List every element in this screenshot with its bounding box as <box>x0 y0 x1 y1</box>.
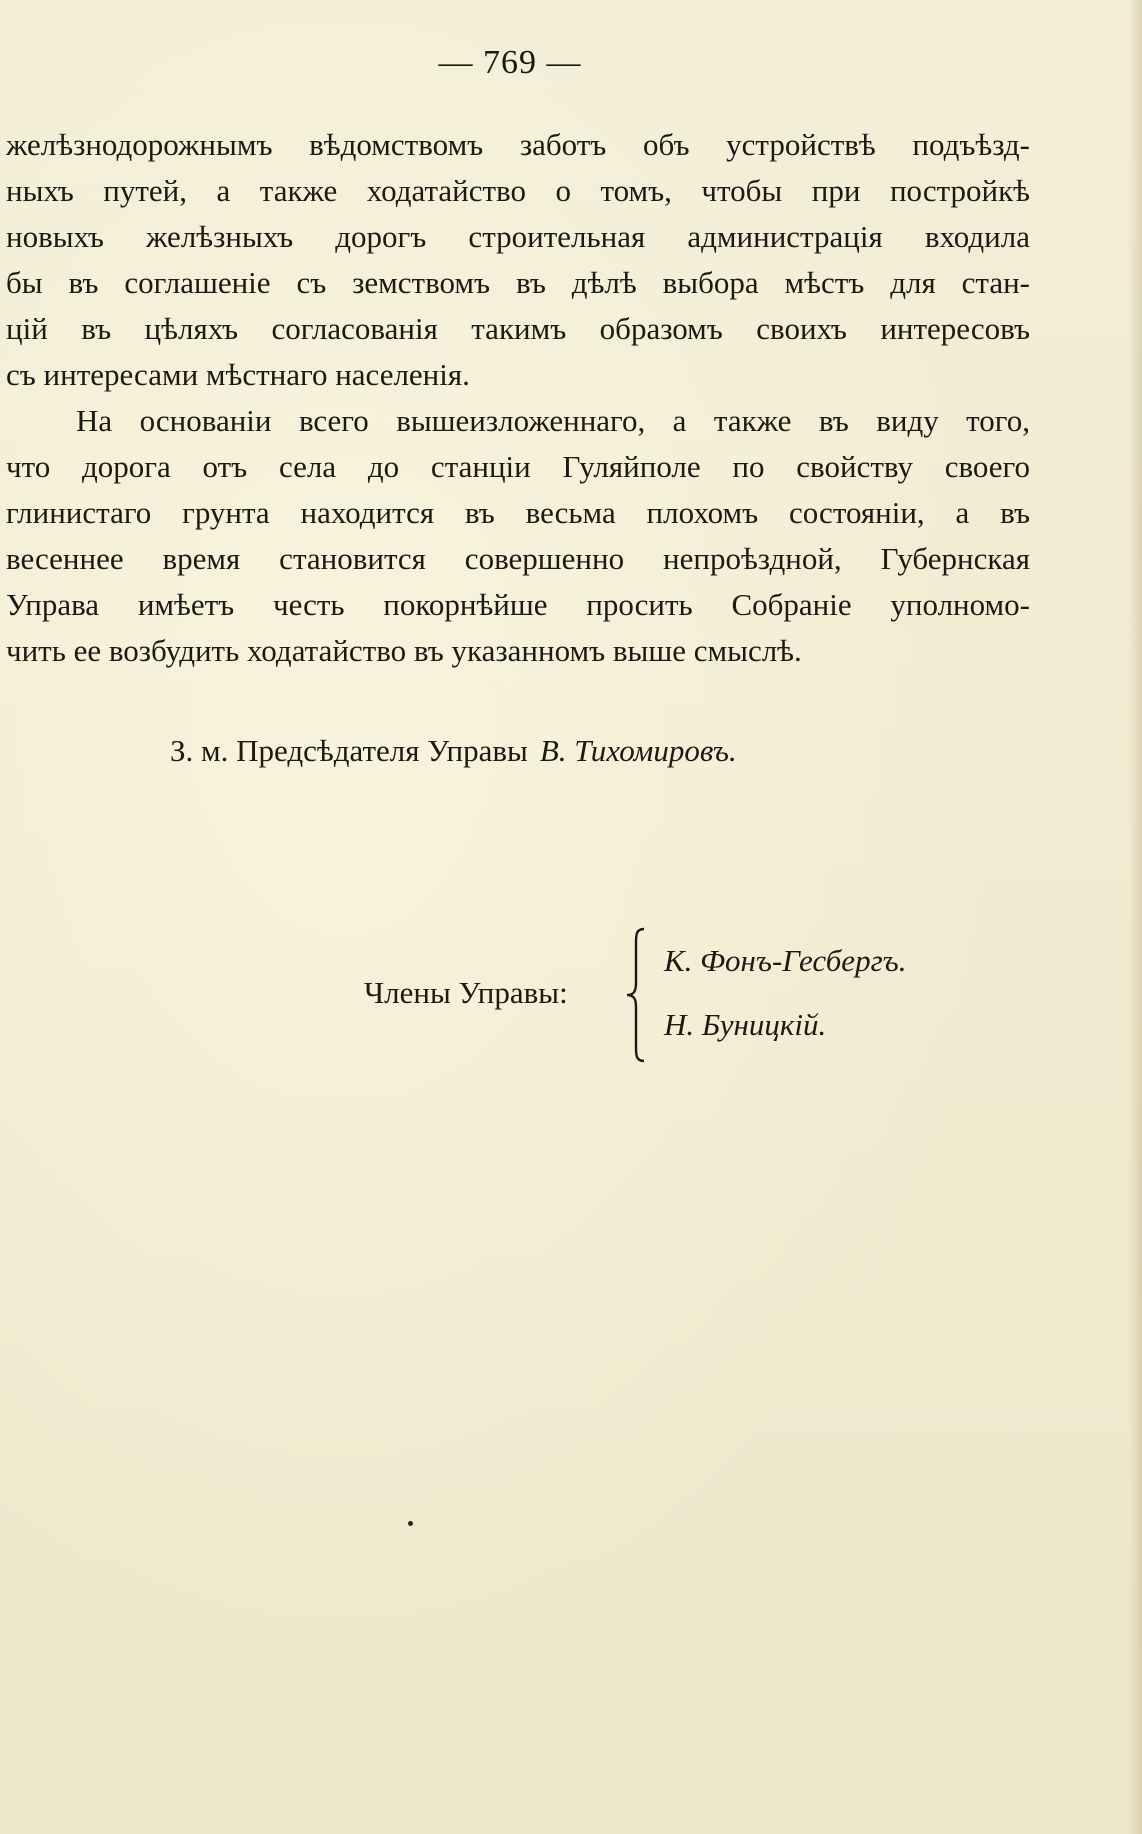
page-number: — 769 — <box>438 44 582 81</box>
text-line: съ интересами мѣстнаго населенія. <box>6 357 470 392</box>
text-line: желѣзнодорожнымъ вѣдомствомъ заботъ объ устройствѣ подъѣзд- <box>6 127 1030 162</box>
signature-title: З. м. Предсѣдателя Управы <box>170 733 528 768</box>
text-line: ныхъ путей, а также ходатайство о томъ, чтобы при постройкѣ <box>6 173 1030 208</box>
stray-ink-dot <box>408 1521 413 1526</box>
members-label: Члены Управы: <box>364 975 568 1010</box>
text-line: глинистаго грунта находится въ весьма плохомъ состояніи, а въ <box>6 495 1030 530</box>
brace-icon <box>622 925 652 1065</box>
member-name: Н. Буницкій. <box>664 1007 827 1042</box>
text-line: бы въ соглашеніе съ земствомъ въ дѣлѣ выбора мѣстъ для стан- <box>6 265 1030 300</box>
text-line: Управа имѣетъ честь покорнѣйше просить Собраніе уполномо- <box>6 587 1030 622</box>
text-line: На основаніи всего вышеизложеннаго, а также въ виду того, <box>76 403 1030 438</box>
board-members <box>364 925 1024 1065</box>
member-name: К. Фонъ-Гесбергъ. <box>664 943 907 978</box>
text-line: цій въ цѣляхъ согласованія такимъ образомъ своихъ интересовъ <box>6 311 1030 346</box>
text-line: новыхъ желѣзныхъ дорогъ строительная администрація входила <box>6 219 1030 254</box>
body-text <box>6 122 1030 674</box>
text-line: весеннее время становится совершенно непроѣздной, Губернская <box>6 541 1030 576</box>
text-line: чить ее возбудить ходатайство въ указанномъ выше смыслѣ. <box>6 633 802 668</box>
chairman-signature <box>170 733 1030 769</box>
text-line: что дорога отъ села до станціи Гуляйполе по свойству своего <box>6 449 1030 484</box>
signature-name: В. Тихомировъ. <box>539 733 737 768</box>
page-edge-shadow <box>1128 0 1142 1834</box>
